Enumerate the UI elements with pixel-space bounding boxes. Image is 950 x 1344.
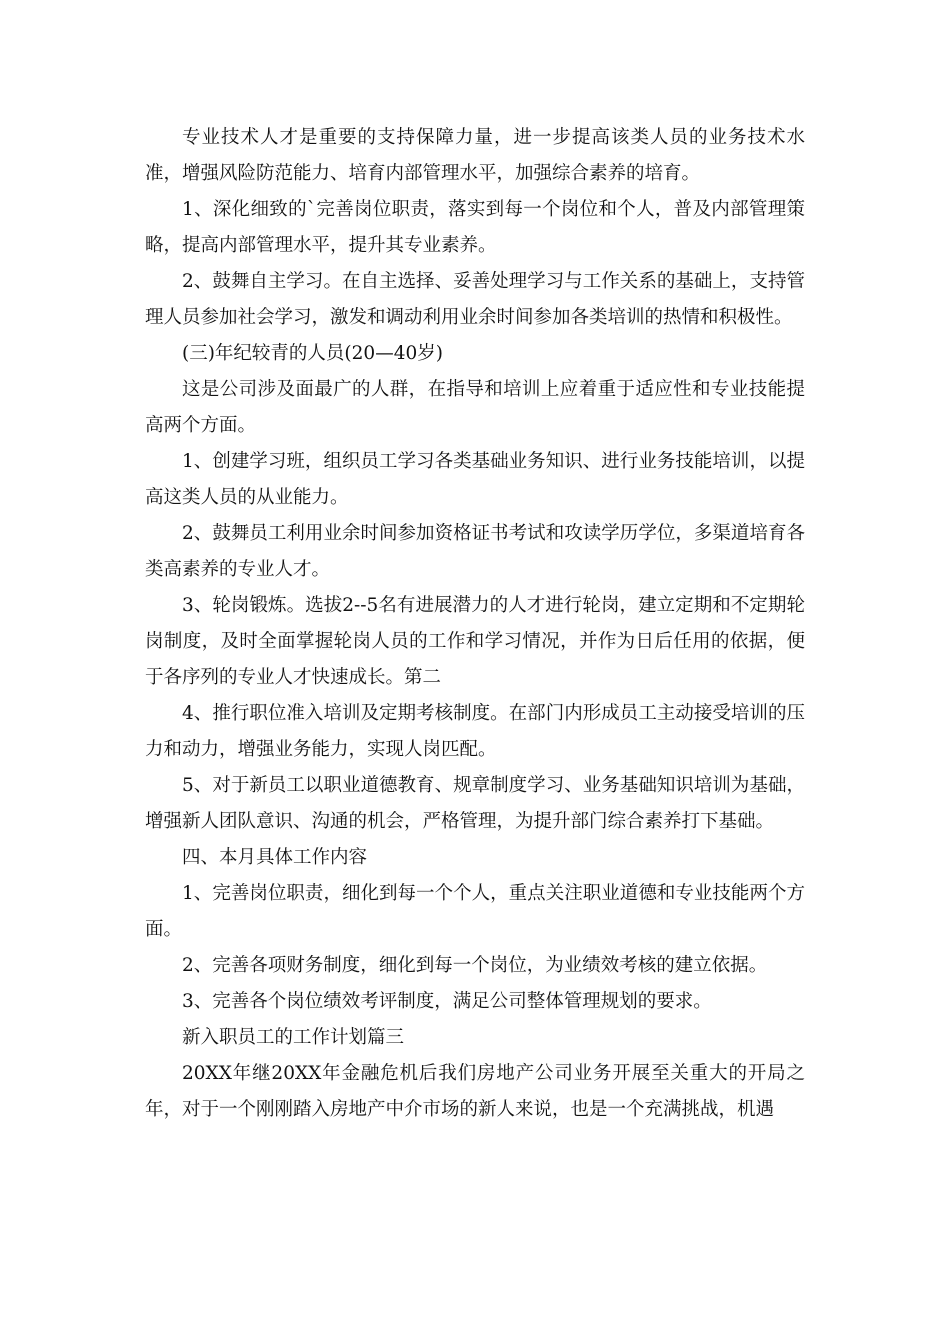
paragraph-item-2-self-study: 2、鼓舞自主学习。在自主选择、妥善处理学习与工作关系的基础上，支持管理人员参加社会学习，激发和调动利用业余时间参加各类培训的热情和积极性。 [145, 271, 805, 328]
paragraph-item-1-duties: 1、深化细致的`完善岗位职责，落实到每一个岗位和个人，普及内部管理策略，提高内部管理水平，提升其专业素养。 [145, 199, 805, 256]
paragraph-plan-part-3-intro: 20XX年继20XX年金融危机后我们房地产公司业务开展至关重大的开局之年，对于一个刚刚踏入房地产中介市场的新人来说，也是一个充满挑战，机遇 [145, 1063, 805, 1120]
paragraph-monthly-item-1: 1、完善岗位职责，细化到每一个个人，重点关注职业道德和专业技能两个方面。 [145, 883, 805, 940]
paragraph-item-5-new-employees: 5、对于新员工以职业道德教育、规章制度学习、业务基础知识培训为基础，增强新人团队意识、沟通的机会，严格管理，为提升部门综合素养打下基础。 [145, 775, 805, 832]
paragraph-young-staff-intro: 这是公司涉及面最广的人群，在指导和培训上应着重于适应性和专业技能提高两个方面。 [145, 379, 805, 436]
section-heading-plan-part-3: 新入职员工的工作计划篇三 [182, 1027, 405, 1048]
section-heading-monthly-work: 四、本月具体工作内容 [182, 847, 368, 868]
section-heading-young-staff: (三)年纪较青的人员(20—40岁) [182, 343, 443, 364]
paragraph-monthly-item-3: 3、完善各个岗位绩效考评制度，满足公司整体管理规划的要求。 [182, 991, 712, 1012]
paragraph-item-1-study-class: 1、创建学习班，组织员工学习各类基础业务知识、进行业务技能培训，以提高这类人员的从业能力。 [145, 451, 805, 508]
document-body [145, 120, 805, 1128]
paragraph-item-3-rotation: 3、轮岗锻炼。选拔2--5名有进展潜力的人才进行轮岗，建立定期和不定期轮岗制度，及时全面掌握轮岗人员的工作和学习情况，并作为日后任用的依据，便于各序列的专业人才快速成长。第二 [145, 595, 805, 688]
paragraph-professional-talent: 专业技术人才是重要的支持保障力量，进一步提高该类人员的业务技术水准，增强风险防范能力、培育内部管理水平，加强综合素养的培育。 [145, 127, 805, 184]
paragraph-monthly-item-2: 2、完善各项财务制度，细化到每一个岗位，为业绩效考核的建立依据。 [182, 955, 768, 976]
paragraph-item-2-certificates: 2、鼓舞员工利用业余时间参加资格证书考试和攻读学历学位，多渠道培育各类高素养的专业人才。 [145, 523, 805, 580]
paragraph-item-4-assessment: 4、推行职位准入培训及定期考核制度。在部门内形成员工主动接受培训的压力和动力，增强业务能力，实现人岗匹配。 [145, 703, 805, 760]
